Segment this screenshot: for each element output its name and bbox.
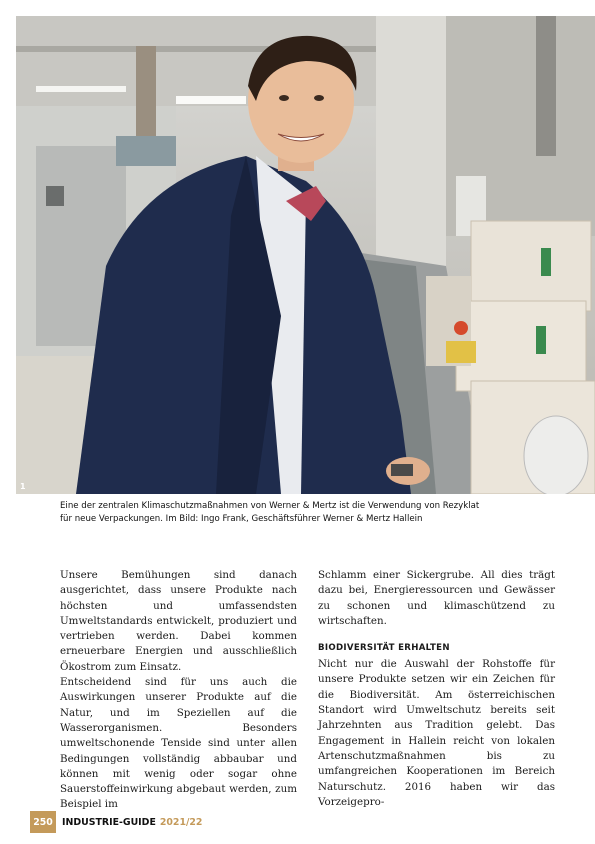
publication-title: INDUSTRIE-GUIDE (62, 816, 156, 828)
photo-number: 1 (20, 482, 26, 491)
page-footer (30, 811, 202, 833)
factory-portrait-illustration (16, 16, 595, 494)
paragraph: Unsere Bemühungen sind danach ausgerichtet, dass unsere Produkte nach höchsten und umfassendsten Umweltstandards entwickelt, produziert und vertrieben werden. Dabei kommen erneuerbare Energien und ausschließlich Ökostrom zum Einsatz. (60, 569, 297, 673)
paragraph: Entscheidend sind für uns auch die Auswirkungen unserer Produkte auf die Natur, und im Speziellen auf die Wasserorganismen. Besonders umweltschonende Tenside sind unter allen Bedingungen vollständig abbaubar und können mit wenig oder sogar ohne Sauerstoffeinwirkung abgebaut werden, zum Beispiel im (60, 676, 297, 811)
paragraph: Schlamm einer Sickergrube. All dies trägt dazu bei, Energieressourcen und Gewässer zu schonen und klimaschützend zu wirtschaften. (318, 569, 555, 627)
article-column-right (318, 568, 555, 810)
article-photo (16, 16, 595, 494)
photo-caption (60, 500, 560, 526)
page-number: 250 (30, 811, 56, 833)
caption-line: für neue Verpackungen. Im Bild: Ingo Frank, Geschäftsführer Werner & Mertz Hallein (60, 514, 423, 524)
section-heading: BIODIVERSITÄT ERHALTEN (318, 643, 450, 654)
caption-line: Eine der zentralen Klimaschutzmaßnahmen von Werner & Mertz ist die Verwendung von Rezyklat (60, 501, 480, 511)
article-column-left (60, 568, 297, 813)
publication-year: 2021/22 (159, 816, 203, 828)
paragraph: Nicht nur die Auswahl der Rohstoffe für unsere Produkte setzen wir ein Zeichen für die Biodiversität. Am österreichischen Standort wird Umweltschutz bereits seit Jahrzehnten aus Tradition gelebt. Das Engagement in Hallein reicht von lokalen Artenschutzmaßnahmen bis zu umfangreichen Kooperationen im Bereich Naturschutz. 2016 haben wir das Vorzeigepro- (318, 658, 555, 808)
